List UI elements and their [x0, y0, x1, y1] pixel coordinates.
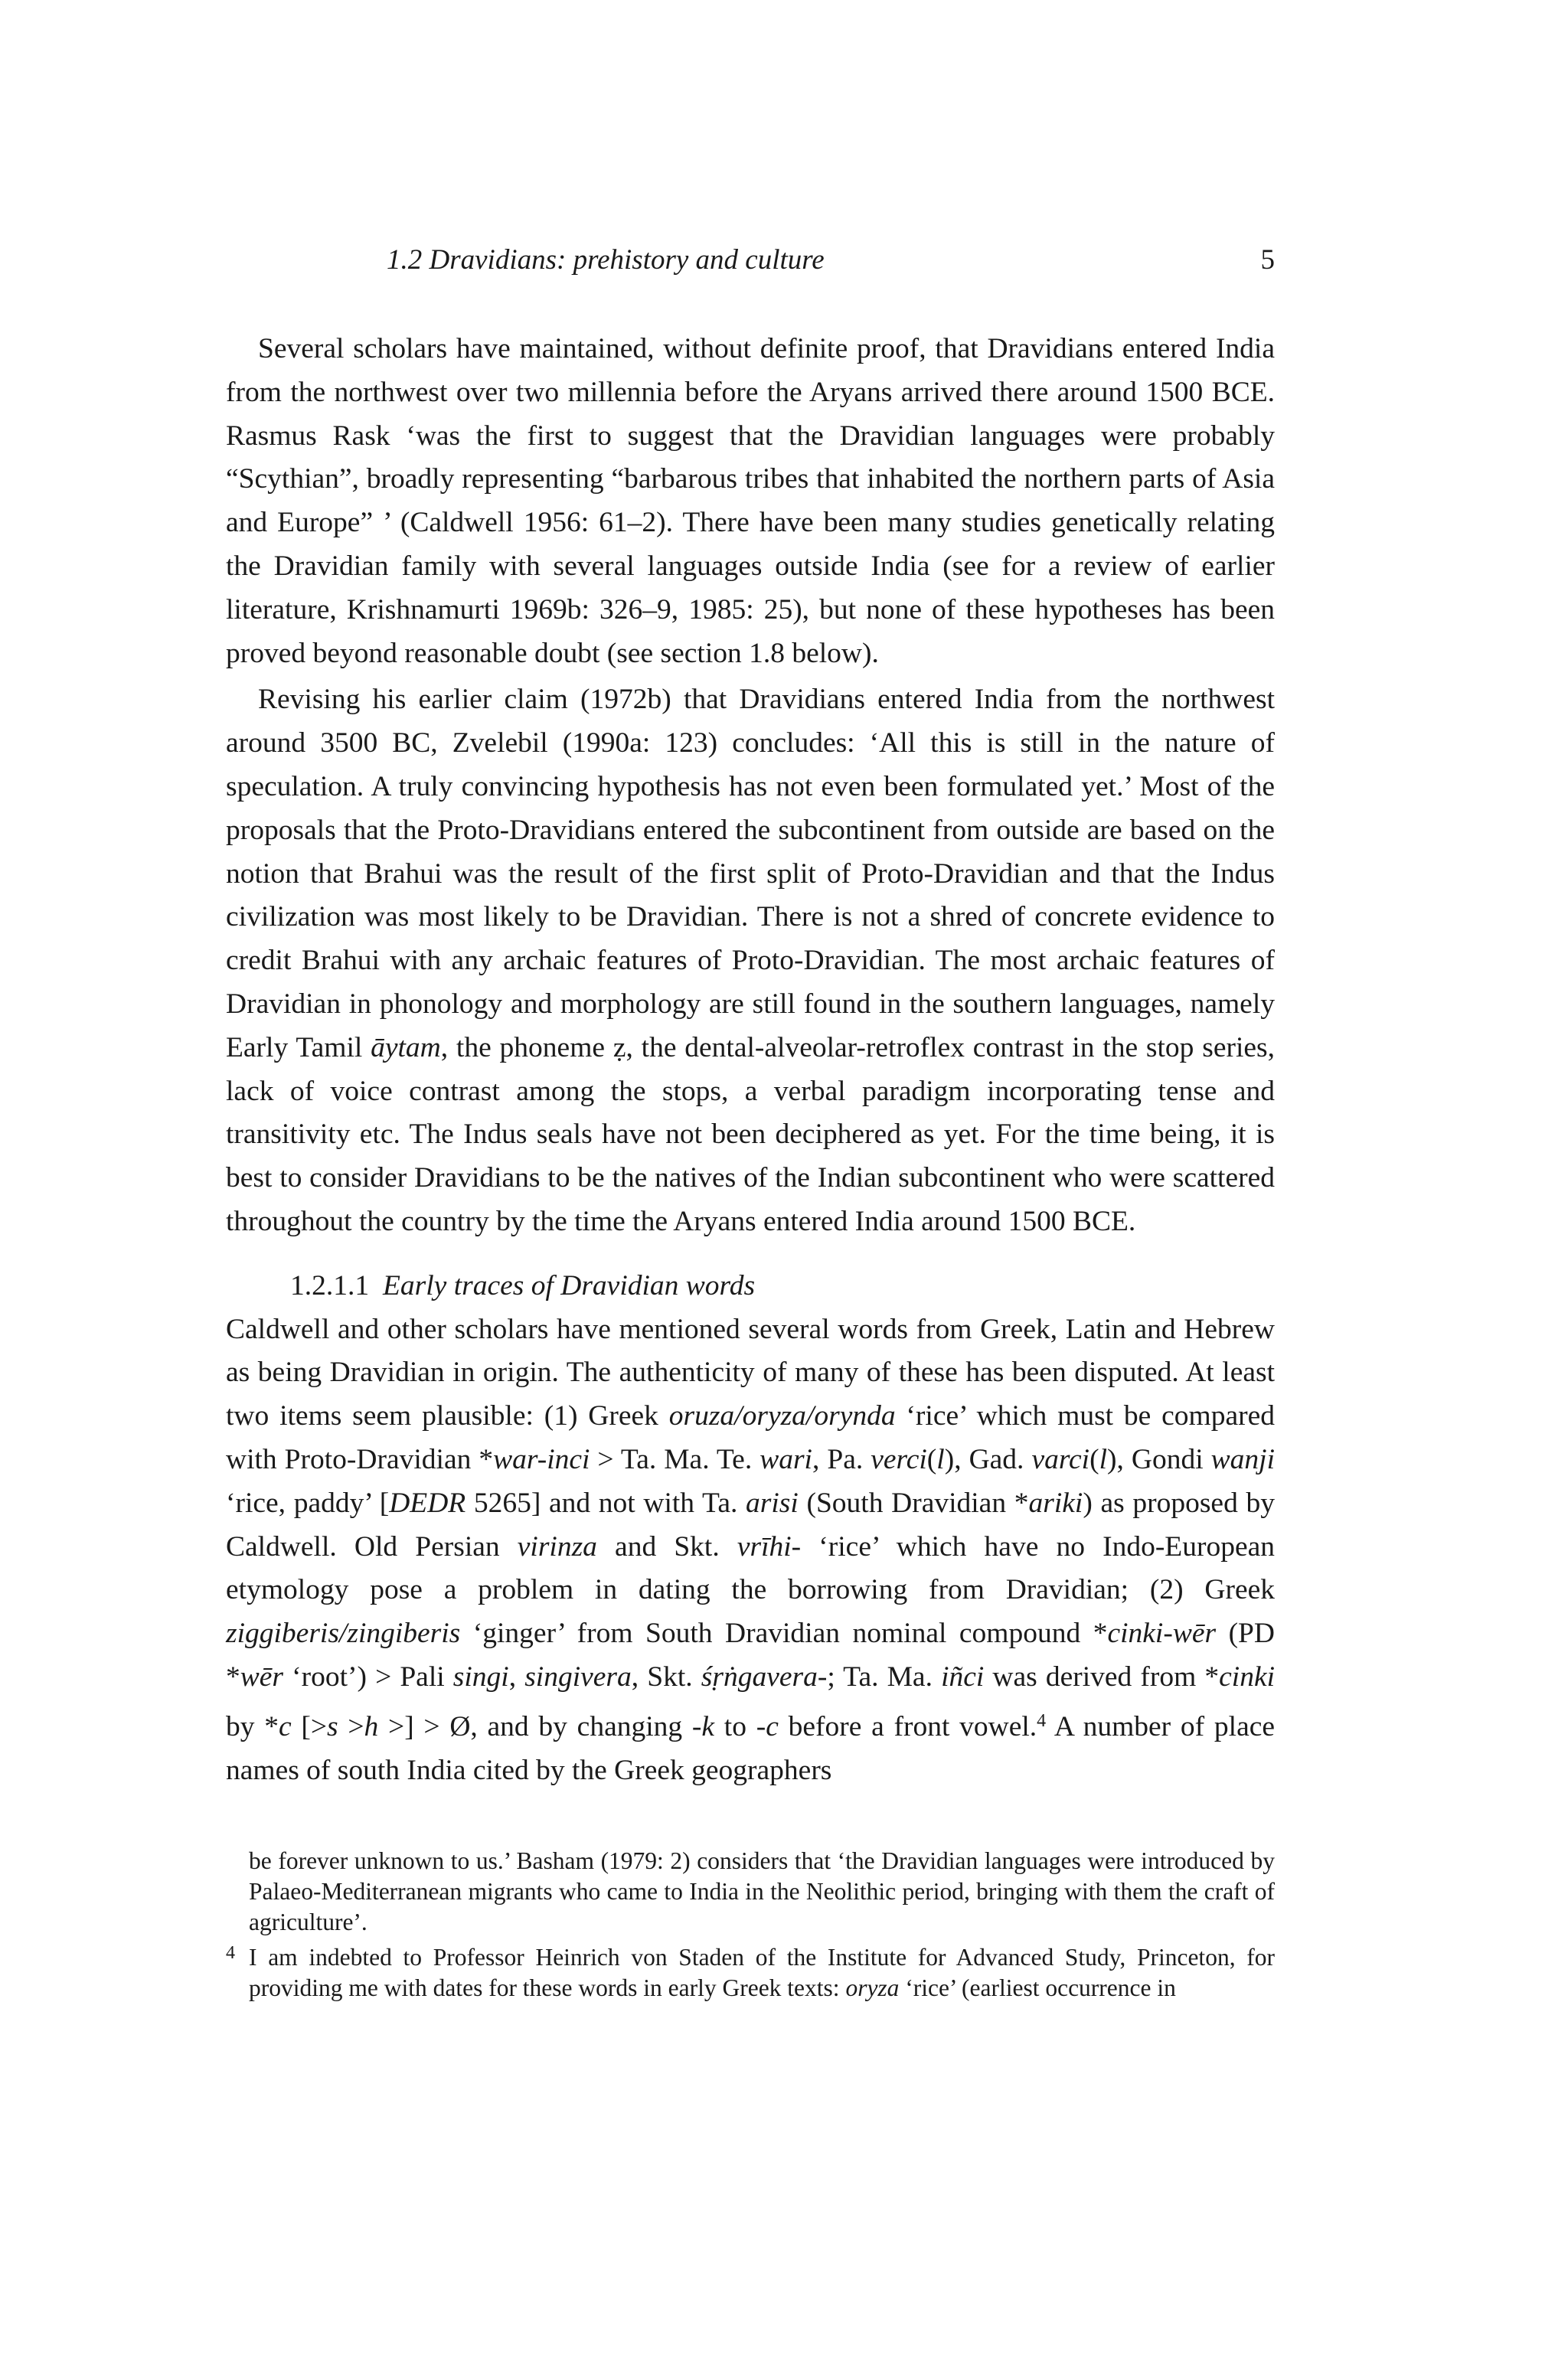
- footnote-reference: 4: [1037, 1710, 1047, 1731]
- footnote-continued: be forever unknown to us.’ Basham (1979: 2) considers that ‘the Dravidian languages were introduced by Palaeo-Mediterranean migrants who came to India in the Neolithic period, bringing with them the craft of agriculture’.: [249, 1847, 1275, 1935]
- footnote-4-marker: 4: [226, 1943, 235, 1963]
- paragraph-2: Revising his earlier claim (1972b) that Dravidians entered India from the northwest around 3500 BC, Zvelebil (1990a: 123) concludes: ‘All this is still in the nature of speculation. A truly convincing hypothesis has not even been formulated yet.’ Most of the proposals that the Proto-Dravidians entered the subcontinent from outside are based on the notion that Brahui was the result of the first split of Proto-Dravidian and that the Indus civilization was most likely to be Dravidian. There is not a shred of concrete evidence to credit Brahui with any archaic features of Proto-Dravidian. The most archaic features of Dravidian in phonology and morphology are still found in the southern languages, namely Early Tamil āytam, the phoneme ẓ, the dental-alveolar-retroflex contrast in the stop series, lack of voice contrast among the stops, a verbal paradigm incorporating tense and transitivity etc. The Indus seals have not been deciphered as yet. For the time being, it is best to consider Dravidians to be the natives of the Indian subcontinent who were scattered throughout the country by the time the Aryans entered India around 1500 BCE.: [226, 684, 1275, 1237]
- footnotes: [226, 1846, 1275, 2004]
- paragraph-1: Several scholars have maintained, without definite proof, that Dravidians entered India from the northwest over two millennia before the Aryans arrived there around 1500 BCE. Rasmus Rask ‘was the first to suggest that the Dravidian languages were probably “Scythian”, broadly representing “barbarous tribes that inhabited the northern parts of Asia and Europe” ’ (Caldwell 1956: 61–2). There have been many studies genetically relating the Dravidian family with several languages outside India (see for a review of earlier literature, Krishnamurti 1969b: 326–9, 1985: 25), but none of these hypotheses has been proved beyond reasonable doubt (see section 1.8 below).: [226, 333, 1275, 669]
- running-head: 1.2 Dravidians: prehistory and culture: [387, 244, 825, 276]
- main-text: [226, 328, 1275, 1792]
- section-heading: [226, 1265, 1275, 1308]
- section-number: 1.2.1.1: [290, 1269, 370, 1301]
- footnote-4: 4 I am indebted to Professor Heinrich von Staden of the Institute for Advanced Study, Princeton, for providing me with dates for these words in early Greek texts: oryza ‘rice’ (earliest occurrence in: [226, 1938, 1275, 2004]
- section-title: Early traces of Dravidian words: [383, 1269, 756, 1301]
- page-number: 5: [1260, 244, 1275, 276]
- paragraph-3: Caldwell and other scholars have mentioned several words from Greek, Latin and Hebrew as being Dravidian in origin. The authenticity of many of these has been disputed. At least two items seem plausible: (1) Greek oruza/oryza/orynda ‘rice’ which must be compared with Proto-Dravidian *war-inci > Ta. Ma. Te. wari, Pa. verci(l), Gad. varci(l), Gondi wanji ‘rice, paddy’ [DEDR 5265] and not with Ta. arisi (South Dravidian *ariki) as proposed by Caldwell. Old Persian virinza and Skt. vrīhi- ‘rice’ which have no Indo-European etymology pose a problem in dating the borrowing from Dravidian; (2) Greek ziggiberis/zingiberis ‘ginger’ from South Dravidian nominal compound *cinki-wēr (PD *wēr ‘root’) > Pali singi, singivera, Skt. śṛṅgavera-; Ta. Ma. iñci was derived from *cinki by *c [>s >h >] > Ø, and by changing -k to -c before a front vowel.$^4$ A number of place names of south India cited by the Greek geographers: [226, 1313, 1276, 1786]
- page-header: [226, 242, 1275, 279]
